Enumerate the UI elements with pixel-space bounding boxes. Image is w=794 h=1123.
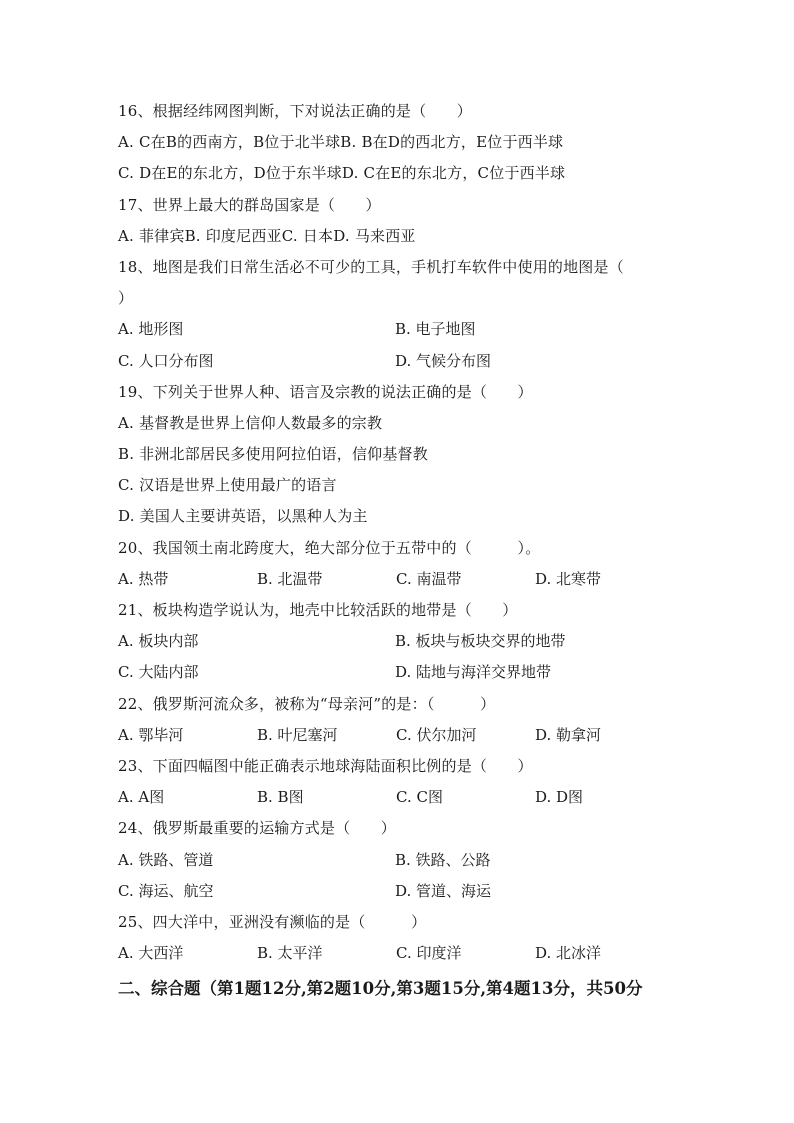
question-21-option-a: A. 板块内部 bbox=[118, 632, 199, 651]
exam-page bbox=[118, 96, 678, 1004]
question-25-option-a: A. 大西洋 bbox=[118, 944, 184, 963]
question-19-stem: 19、下列关于世界人种、语言及宗教的说法正确的是（ ） bbox=[118, 382, 533, 401]
question-20-option-c: C. 南温带 bbox=[396, 569, 462, 588]
question-24-options-row-2 bbox=[118, 876, 678, 907]
question-20-option-a: A. 热带 bbox=[118, 569, 169, 588]
question-25-stem: 25、四大洋中，亚洲没有濒临的是（ ） bbox=[118, 912, 427, 931]
question-21-option-c: C. 大陆内部 bbox=[118, 663, 199, 682]
question-18-option-a: A. 地形图 bbox=[118, 320, 184, 339]
question-19-option-a: A. 基督教是世界上信仰人数最多的宗教 bbox=[118, 413, 383, 432]
question-16-options-line-1: A. C在B的西南方，B位于北半球B. B在D的西北方，E位于西半球 bbox=[118, 133, 564, 152]
question-22-options-row bbox=[118, 720, 678, 751]
question-22-option-d: D. 勒拿河 bbox=[535, 725, 602, 744]
question-22-option-a: A. 鄂毕河 bbox=[118, 725, 184, 744]
question-21-option-b: B. 板块与板块交界的地带 bbox=[395, 632, 566, 651]
question-20-option-b: B. 北温带 bbox=[257, 569, 323, 588]
question-21-stem: 21、板块构造学说认为，地壳中比较活跃的地带是（ ） bbox=[118, 601, 518, 619]
question-23-option-a: A. A图 bbox=[118, 788, 165, 807]
question-18-stem-continuation: ） bbox=[118, 289, 134, 308]
question-18-option-c: C. 人口分布图 bbox=[118, 351, 214, 370]
question-25-option-b: B. 太平洋 bbox=[257, 944, 323, 963]
question-22-option-c: C. 伏尔加河 bbox=[396, 725, 477, 744]
question-18-stem: 18、地图是我们日常生活必不可少的工具，手机打车软件中使用的地图是（ bbox=[118, 257, 624, 276]
question-17-stem: 17、世界上最大的群岛国家是（ ） bbox=[118, 195, 381, 214]
question-23-options-row bbox=[118, 782, 678, 813]
question-18-options-row-1 bbox=[118, 314, 678, 345]
question-25-option-d: D. 北冰洋 bbox=[535, 944, 602, 963]
question-18-option-b: B. 电子地图 bbox=[395, 320, 476, 339]
question-25-option-c: C. 印度洋 bbox=[396, 944, 462, 963]
question-21-option-d: D. 陆地与海洋交界地带 bbox=[395, 663, 552, 682]
question-23-option-c: C. C图 bbox=[396, 788, 443, 807]
question-16-options-line-2: C. D在E的东北方，D位于东半球D. C在E的东北方，C位于西半球 bbox=[118, 164, 566, 183]
question-24-options-row-1 bbox=[118, 845, 678, 876]
question-24-stem: 24、俄罗斯最重要的运输方式是（ ） bbox=[118, 819, 396, 838]
question-20-options-row bbox=[118, 564, 678, 595]
question-24-option-d: D. 管道、海运 bbox=[395, 881, 492, 900]
question-19-option-d: D. 美国人主要讲英语，以黑种人为主 bbox=[118, 507, 368, 526]
question-17-options-line-1: A. 菲律宾B. 印度尼西亚C. 日本D. 马来西亚 bbox=[118, 226, 416, 245]
question-20-stem: 20、我国领土南北跨度大，绝大部分位于五带中的（ ）。 bbox=[118, 538, 541, 557]
question-23-option-d: D. D图 bbox=[535, 788, 584, 807]
question-18-options-row-2 bbox=[118, 346, 678, 377]
question-22-option-b: B. 叶尼塞河 bbox=[257, 725, 338, 744]
question-24-option-a: A. 铁路、管道 bbox=[118, 850, 214, 869]
question-21-options-row-2 bbox=[118, 657, 678, 688]
question-20-option-d: D. 北寒带 bbox=[535, 569, 602, 588]
question-23-stem: 23、下面四幅图中能正确表示地球海陆面积比例的是（ ） bbox=[118, 756, 533, 775]
question-25-options-row bbox=[118, 938, 678, 969]
question-22-stem: 22、俄罗斯河流众多，被称为“母亲河”的是：（ ） bbox=[118, 694, 496, 713]
question-19-option-b: B. 非洲北部居民多使用阿拉伯语，信仰基督教 bbox=[118, 445, 428, 464]
question-19-option-c: C. 汉语是世界上使用最广的语言 bbox=[118, 476, 337, 495]
question-16-stem: 16、根据经纬网图判断，下对说法正确的是（ ） bbox=[118, 102, 472, 120]
question-24-option-c: C. 海运、航空 bbox=[118, 881, 214, 900]
section-heading-comprehensive: 二、综合题（第1题12分,第2题10分,第3题15分,第4题13分，共50分 bbox=[118, 979, 643, 999]
question-24-option-b: B. 铁路、公路 bbox=[395, 850, 491, 869]
question-21-options-row-1 bbox=[118, 626, 678, 657]
question-23-option-b: B. B图 bbox=[257, 788, 304, 807]
question-18-option-d: D. 气候分布图 bbox=[395, 351, 492, 370]
